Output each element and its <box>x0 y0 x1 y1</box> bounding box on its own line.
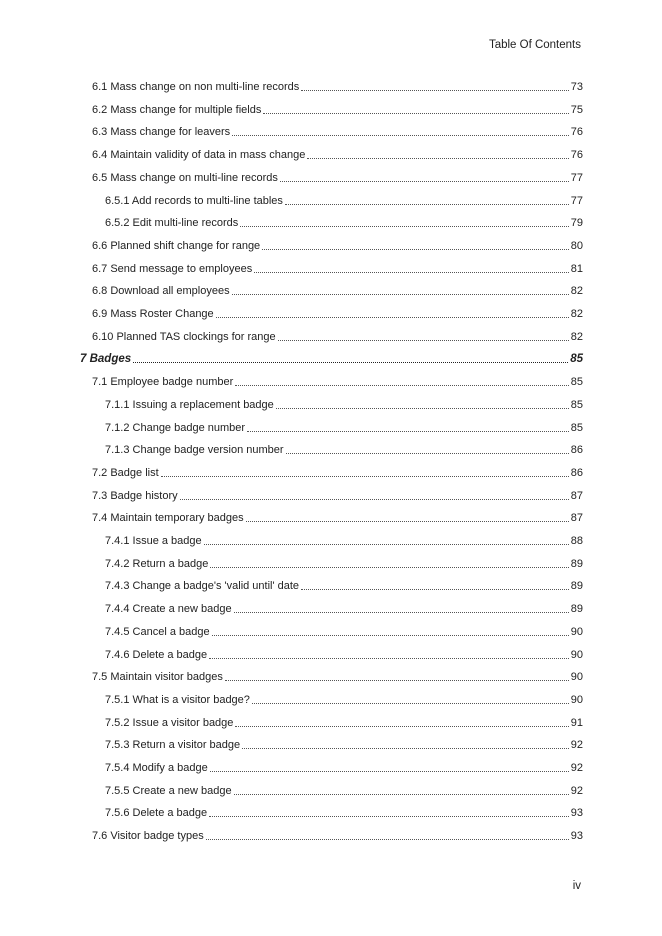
toc-entry-page: 90 <box>570 693 583 706</box>
toc-entry[interactable] <box>105 419 583 435</box>
toc-entry-page: 93 <box>570 830 583 843</box>
toc-entry-page: 85 <box>570 398 583 411</box>
toc-entry-page: 76 <box>570 126 583 139</box>
toc-entry[interactable] <box>105 804 583 820</box>
toc-entry-label: 6.5.2 Edit multi-line records <box>105 217 239 230</box>
toc-entry-page: 89 <box>570 557 583 570</box>
toc-entry-label: 6.10 Planned TAS clockings for range <box>92 330 276 343</box>
toc-entry-page: 81 <box>570 262 583 275</box>
toc-entry-page: 91 <box>570 716 583 729</box>
dot-leader <box>210 566 568 568</box>
toc-entry-page: 90 <box>570 625 583 638</box>
toc-entry-label: 7.1.3 Change badge version number <box>105 444 284 457</box>
toc-entry-label: 6.4 Maintain validity of data in mass change <box>92 149 306 162</box>
toc-entry-label: 7.2 Badge list <box>92 466 159 479</box>
toc-entry[interactable] <box>105 441 583 457</box>
toc-entry[interactable] <box>92 464 583 480</box>
toc-entry[interactable] <box>105 691 583 707</box>
toc-entry[interactable] <box>92 487 583 503</box>
toc-entry-page: 86 <box>570 444 583 457</box>
toc-entry-page: 92 <box>570 784 583 797</box>
toc-entry-page: 82 <box>570 330 583 343</box>
toc-entry-page: 80 <box>570 239 583 252</box>
dot-leader <box>235 384 568 386</box>
toc-entry-label: 7.4 Maintain temporary badges <box>92 512 244 525</box>
dot-leader <box>278 339 569 341</box>
toc-entry[interactable] <box>105 555 583 571</box>
toc-entry[interactable] <box>92 260 583 276</box>
toc-entry-label: 6.8 Download all employees <box>92 285 230 298</box>
toc-entry[interactable] <box>92 509 583 525</box>
toc-entry[interactable] <box>92 101 583 117</box>
toc-entry-label: 7.4.5 Cancel a badge <box>105 625 210 638</box>
dot-leader <box>216 316 569 318</box>
toc-entry[interactable] <box>105 396 583 412</box>
toc-entry-page: 89 <box>570 580 583 593</box>
dot-leader <box>252 702 569 704</box>
toc-entry[interactable] <box>92 78 583 94</box>
toc-entry[interactable] <box>105 532 583 548</box>
dot-leader <box>247 430 569 432</box>
dot-leader <box>225 679 569 681</box>
toc-entry-page: 73 <box>570 81 583 93</box>
toc-entry[interactable] <box>92 237 583 253</box>
dot-leader <box>232 293 569 295</box>
toc-entry[interactable] <box>105 646 583 662</box>
toc-entry-page: 86 <box>570 466 583 479</box>
toc-entry[interactable] <box>105 759 583 775</box>
dot-leader <box>301 89 568 91</box>
toc-entry-page: 85 <box>570 376 583 389</box>
dot-leader <box>234 793 569 795</box>
toc-entry[interactable] <box>92 169 583 185</box>
toc-entry-page: 82 <box>570 308 583 320</box>
dot-leader <box>212 634 569 636</box>
dot-leader <box>254 271 569 273</box>
dot-leader <box>234 611 569 613</box>
page-header-title: Table Of Contents <box>488 39 581 51</box>
toc-entry-label: 7.5 Maintain visitor badges <box>92 671 223 684</box>
toc-entry-page: 93 <box>570 807 583 820</box>
toc-entry-label: 7.5.6 Delete a badge <box>105 807 208 820</box>
dot-leader <box>204 543 569 545</box>
toc-entry-label: 7.6 Visitor badge types <box>92 830 204 843</box>
toc-entry-label: 7.5.5 Create a new badge <box>105 784 232 797</box>
toc-entry[interactable] <box>92 328 583 344</box>
dot-leader <box>210 770 569 772</box>
toc-entry-label: 7.1.2 Change badge number <box>105 421 246 434</box>
dot-leader <box>209 815 569 817</box>
toc-entry-page: 90 <box>570 648 583 661</box>
toc-entry-label: 7.4.6 Delete a badge <box>105 648 208 661</box>
toc-entry-label: 6.6 Planned shift change for range <box>92 239 261 252</box>
toc-entry-page: 88 <box>570 535 583 547</box>
toc-entry-page: 77 <box>570 171 583 184</box>
toc-entry-label: 7.4.1 Issue a badge <box>105 535 202 547</box>
toc-entry[interactable] <box>92 373 583 389</box>
toc-entry-label: 7.5.2 Issue a visitor badge <box>105 716 234 729</box>
dot-leader <box>301 588 569 590</box>
toc-entry-label: 6.5 Mass change on multi-line records <box>92 171 278 184</box>
toc-entry-label: 6.7 Send message to employees <box>92 262 253 275</box>
dot-leader <box>161 475 569 477</box>
toc-entry[interactable] <box>105 192 583 208</box>
toc-entry-label: 7.1 Employee badge number <box>92 376 234 389</box>
toc-entry-page: 77 <box>570 194 583 207</box>
dot-leader <box>235 725 568 727</box>
dot-leader <box>206 838 569 840</box>
toc-entry-page: 92 <box>570 762 583 774</box>
toc-entry-page: 85 <box>570 421 583 434</box>
toc-entry[interactable] <box>105 782 583 798</box>
toc-entry-label: 6.2 Mass change for multiple fields <box>92 103 262 116</box>
toc-entry[interactable] <box>92 282 583 298</box>
toc-entry-label: 7.1.1 Issuing a replacement badge <box>105 398 274 411</box>
toc-entry-page: 76 <box>570 149 583 162</box>
toc-entry-label: 7.5.4 Modify a badge <box>105 762 208 774</box>
toc-entry-label: 7 Badges <box>80 353 132 366</box>
toc-entry-page: 87 <box>570 489 583 502</box>
toc-entry-label: 7.4.3 Change a badge's 'valid until' date <box>105 580 300 593</box>
toc-entry-label: 7.4.4 Create a new badge <box>105 603 232 616</box>
toc-entry-page: 75 <box>570 103 583 116</box>
toc-entry[interactable] <box>92 827 583 843</box>
dot-leader <box>240 225 568 227</box>
dot-leader <box>286 452 569 454</box>
toc-entry[interactable] <box>92 146 583 162</box>
dot-leader <box>276 407 569 409</box>
dot-leader <box>232 134 569 136</box>
page-number: iv <box>572 880 581 892</box>
toc-entry[interactable] <box>80 350 583 366</box>
toc-entry-label: 7.5.3 Return a visitor badge <box>105 739 241 752</box>
toc-entry[interactable] <box>105 736 583 752</box>
toc-entry-label: 6.3 Mass change for leavers <box>92 126 231 139</box>
toc-entry-page: 87 <box>570 512 583 525</box>
dot-leader <box>246 520 569 522</box>
dot-leader <box>209 657 569 659</box>
dot-leader <box>285 203 569 205</box>
toc-entry[interactable] <box>92 305 583 321</box>
toc-entry-label: 7.5.1 What is a visitor badge? <box>105 693 250 706</box>
dot-leader <box>280 180 569 182</box>
toc-entry-label: 6.1 Mass change on non multi-line records <box>92 81 300 93</box>
dot-leader <box>262 248 569 250</box>
toc-entry-page: 82 <box>570 285 583 298</box>
toc-entry[interactable] <box>92 668 583 684</box>
toc-entry[interactable] <box>105 714 583 730</box>
toc-entry-page: 90 <box>570 671 583 684</box>
toc-entry-label: 6.5.1 Add records to multi-line tables <box>105 194 283 207</box>
toc-entry[interactable] <box>105 600 583 616</box>
toc-entry-page: 92 <box>570 739 583 752</box>
toc-entry-page: 79 <box>570 217 583 230</box>
dot-leader <box>180 498 569 500</box>
dot-leader <box>133 361 568 363</box>
dot-leader <box>307 157 568 159</box>
toc-entry-label: 7.3 Badge history <box>92 489 178 502</box>
toc-entry-page: 85 <box>570 353 583 366</box>
dot-leader <box>263 112 568 114</box>
dot-leader <box>242 747 569 749</box>
toc-entry-label: 6.9 Mass Roster Change <box>92 308 214 320</box>
toc-entry-page: 89 <box>570 603 583 616</box>
toc-entry-label: 7.4.2 Return a badge <box>105 557 209 570</box>
toc-entry[interactable] <box>92 123 583 139</box>
toc-entry[interactable] <box>105 577 583 593</box>
toc-entry[interactable] <box>105 623 583 639</box>
toc-entry[interactable] <box>105 214 583 230</box>
